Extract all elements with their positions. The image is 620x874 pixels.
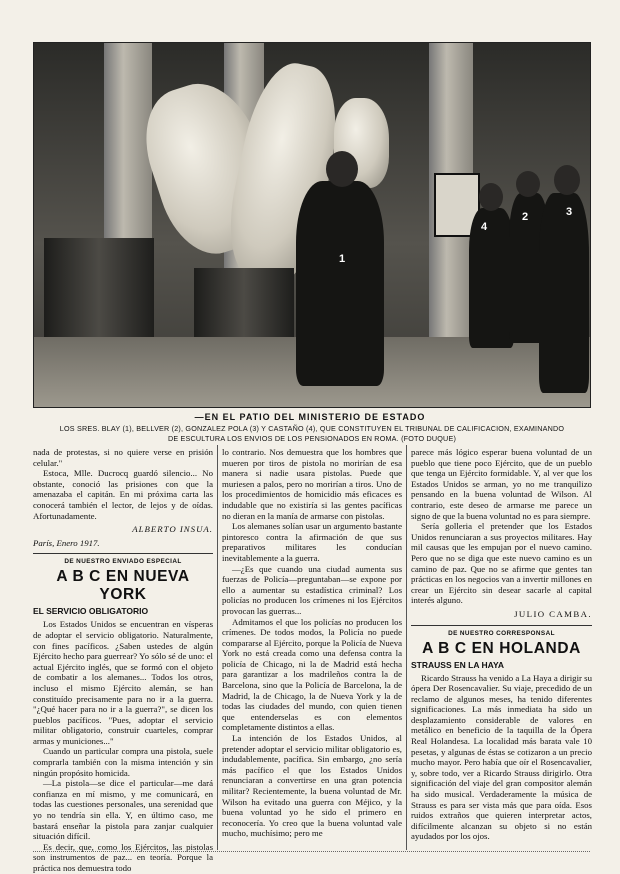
page-footer-rule [33,851,590,856]
paragraph: Los alemanes solían usar un argumento bastante pintoresco contra la afirmación de que sus preparativos militares les conducían inevitablemente a la guerra. [222,521,402,563]
paragraph: La intención de los Estados Unidos, al pretender adoptar el servicio militar obligatorio es, indudablemente, pacífica. Sin embargo, ¿no sería más pacífico el que los Estados Unidos renunciaran a convertirse en una gran potencia militar? Recientemente, la buena voluntad de Mr. Wilson ha evitado una guerra con Méjico, y la buena voluntad yo he sido el primero en reconocería. Yo creo que la buena voluntad vale mucho, muchísimo; pero me [222,733,402,839]
paragraph: Es decir, que, como los Ejércitos, las pistolas son instrumentos de paz... en teoría. Porque la práctica nos demuestra todo [33,841,213,873]
divider [411,625,592,626]
paragraph: Admitamos el que los policías no producen los crímenes. De todos modos, la Policía no puede compararse al Ejército, porque la Policía de Nueva York no está creada como una defensa contra la policía de Chicago, ni la de Madrid está hecha para garantizar a los madrileños contra la de Barcelona, sino que la Policía de Barcelona, la de Madrid, la de Chicago, la de Nueva York y la de todas las ciudades del mundo, con quien tienen que entenderselas es con elementos completamente distintos a ellas. [222,616,402,733]
person-figure [469,208,514,348]
column-1 [33,447,213,874]
paragraph: Cuando un particular compra una pistola, suele comprarla también con la misma intención y sin ningún propósito homicida. [33,746,213,778]
paragraph: —La pistola—se dice el particular—me dará confianza en mí mismo, y me comunicará, en todas las cuestiones personales, una serenidad que yo no tendría sin ella. Y, en último caso, me bastará enseñar la pistola para zanjar cualquier situación difícil. [33,778,213,842]
dateline: París, Enero 1917. [33,537,100,548]
paragraph: parece más lógico esperar buena voluntad de un pueblo que tiene poco Ejército, que de un pueblo que tenga un Ejército formidable. Y, al ver que los Estados Unidos se arman, yo no me tranquilizo pensando en la buena voluntad de Wilson. Al contrario, este deseo de armarse me parece un signo de que la buena voluntad no es para siempre. [411,447,592,521]
person-figure [296,181,384,386]
signature: JULIO CAMBA. [514,608,592,619]
news-photograph [33,42,591,408]
photo-number-label: 2 [522,211,529,223]
divider [33,553,213,554]
person-head [479,183,503,211]
headline: A B C EN HOLANDA [422,639,581,657]
paragraph: Estoca, Mlle. Ducrocq guardó silencio... No obstante, conoció las prisiones con que la amenazaba el capitán. En mi próxima carta las conocerá también el lector, de lejos y de oídas. Afortunadamente. [33,468,213,521]
column-2 [222,447,402,839]
photo-number-label: 4 [481,221,488,233]
person-head [516,171,540,197]
kicker: DE NUESTRO CORRESPONSAL [448,629,555,637]
paragraph: lo contrario. Nos demuestra que los hombres que mueren por tiros de pistola no morirían de esa manera si nadie usara pistolas. Puede que muriesen a palos, pero no morirían a tiros. Uno de los procedimientos de homicidio más eficaces es indudable que no existiría si las gentes pacíficas no dieran en la manía de armarse con pistolas. [222,447,402,521]
photo-number-label: 3 [566,206,573,218]
photo-number-label: 1 [339,253,346,265]
photo-caption-line: DE ESCULTURA LOS ENVIOS DE LOS PENSIONADOS EN ROMA. (FOTO DUQUE) [167,434,457,443]
paragraph: Sería golleria el pretender que los Estados Unidos renunciaran a sus proyectos militares. Hay mil causas que les empujan por el nuevo camino. Pero que no se diga que este nuevo camino es un camino de paz. Que no se afirme que gentes tan prácticas en los negocios van a invertir millones en crear un Ejército sin desear sacarle al capital interés alguno. [411,521,592,606]
person-figure [539,193,589,393]
column-rule [217,445,218,850]
person-head [554,165,580,195]
headline: A B C EN NUEVA YORK [56,568,190,604]
paragraph: —¿Es que cuando una ciudad aumenta sus fuerzas de Policía—preguntaban—se expone por ello a aumentar su estadística criminal? Los policías no producen los crímenes ni los Ejércitos provocan las guerras... [222,563,402,616]
subheadline: STRAUSS EN LA HAYA [411,659,505,670]
signature: ALBERTO INSUA. [132,524,213,535]
kicker: DE NUESTRO ENVIADO ESPECIAL [64,558,182,566]
subheadline: EL SERVICIO OBLIGATORIO [33,606,149,617]
photo-caption-line: LOS SRES. BLAY (1), BELLVER (2), GONZALEZ POLA (3) Y CASTAÑO (4), QUE CONSTITUYEN EL TRIBUNAL DE CALIFICACION, EXAMINANDO [59,424,565,433]
photo-caption [33,424,591,444]
column-rule [406,445,407,850]
person-head [326,151,358,187]
column-3 [411,447,592,842]
paragraph: nada de protestas, si no quiere verse en prisión celular." [33,447,213,468]
paragraph: Ricardo Strauss ha venido a La Haya a dirigir su ópera Der Rosencavalier. Su viaje, precedido de un reclamo de algunos meses, ha tenido diferentes significaciones. La más inmediata ha sido un desplazamiento considerable de valores en metálico en beneficio de la taquilla de la Ópera Real Holandesa. La localidad más barata vale 10 pesetas, y algunas de éstas se cotizaron a un precio mucho mayor. Pero había que oír el Rosencavalier, y, sobre todo, ver a Ricardo Strauss dirigirlo. Otra significación del viaje del gran compositor alemán ha sido musical. Verdaderamente la música de Strauss es para ser vista más que para oída. Esos ruidos extraños que quieren interpretar actos, difícilmente alcanzan su objeto si no están ayudados por los ojos. [411,672,592,842]
paragraph: Los Estados Unidos se encuentran en vísperas de adoptar el servicio obligatorio. Naturalmente, con fines pacíficos. ¿Saben ustedes de algún Ejército hecho para guerrear? Yo sólo sé de uno: el actual Ejército inglés, que se formó con el objeto de combatir a los alemanes... Todos los otros, incluso el mismo Ejército alemán, se han constituído precisamente para no ir a la guerra. "¿Qué hacer para no ir a la guerra?", se dicen los pueblos pacíficos. "Pues, adoptar el servicio militar obligatorio, construir cuarteles, comprar armas y municiones..." [33,619,213,746]
photo-caption-title: —EN EL PATIO DEL MINISTERIO DE ESTADO [194,412,426,422]
